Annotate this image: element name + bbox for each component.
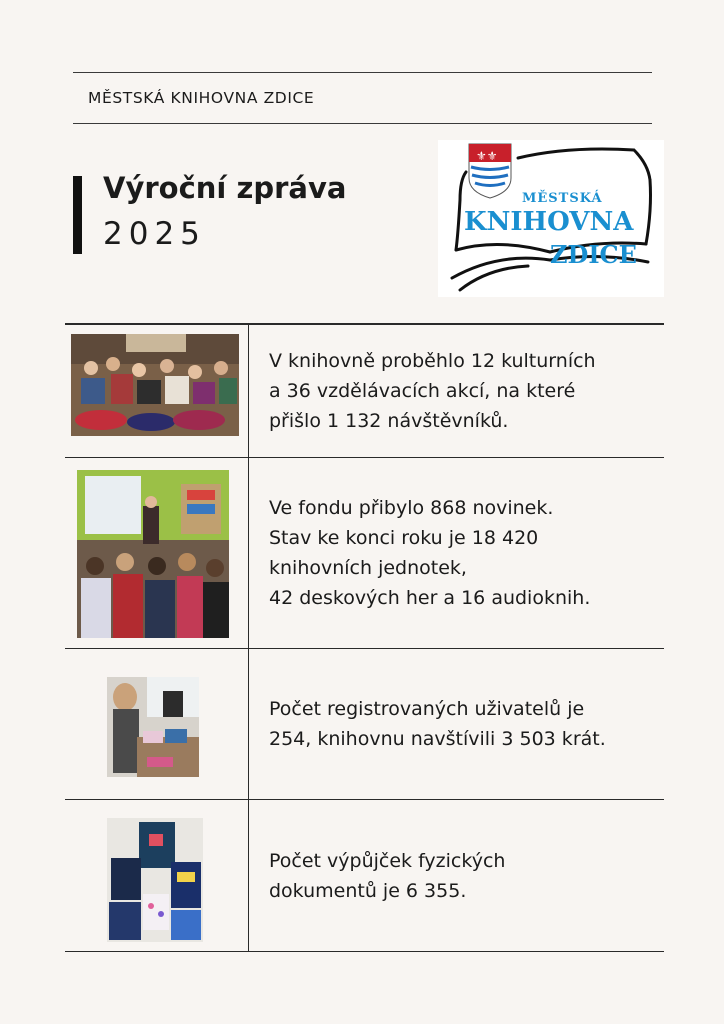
- users-photo: [107, 677, 199, 777]
- loans-summary: Počet výpůjček fyzických dokumentů je 6 355.: [269, 849, 506, 902]
- image-cell: [65, 458, 249, 648]
- books-photo: [107, 818, 203, 942]
- image-cell: [65, 325, 249, 457]
- title-accent-bar: [73, 176, 82, 254]
- organization-name: MĚSTSKÁ KNIHOVNA ZDICE: [88, 89, 315, 107]
- report-year: 2025: [103, 216, 206, 252]
- table-row: [65, 799, 664, 952]
- table-row: [65, 457, 664, 648]
- coat-of-arms-icon: [469, 144, 511, 198]
- table-row: [65, 648, 664, 799]
- reading-session-photo: [77, 470, 229, 638]
- text-cell: [249, 800, 664, 951]
- library-logo: [438, 140, 664, 297]
- svg-text:ZDICE: ZDICE: [550, 240, 637, 269]
- svg-text:MĚSTSKÁ: MĚSTSKÁ: [522, 191, 603, 206]
- svg-text:⚜⚜: ⚜⚜: [476, 149, 498, 163]
- image-cell: [65, 649, 249, 799]
- event-photo: [71, 334, 239, 436]
- table-row: [65, 323, 664, 457]
- page-title: Výroční zpráva: [103, 171, 347, 205]
- svg-text:KNIHOVNA: KNIHOVNA: [464, 207, 634, 237]
- text-cell: [249, 458, 664, 648]
- image-cell: [65, 800, 249, 951]
- top-rule: [73, 72, 652, 73]
- header-rule: [73, 123, 652, 124]
- text-cell: [249, 649, 664, 799]
- statistics-table: [65, 323, 664, 952]
- events-summary: V knihovně proběhlo 12 kulturních a 36 vzdělávacích akcí, na které přišlo 1 132 návštěvníků.: [269, 350, 596, 432]
- users-summary: Počet registrovaných uživatelů je 254, knihovnu navštívili 3 503 krát.: [269, 698, 606, 750]
- text-cell: [249, 325, 664, 457]
- collection-summary: Ve fondu přibylo 868 novinek. Stav ke konci roku je 18 420 knihovních jednotek, 42 deskových her a 16 audioknih.: [269, 497, 591, 609]
